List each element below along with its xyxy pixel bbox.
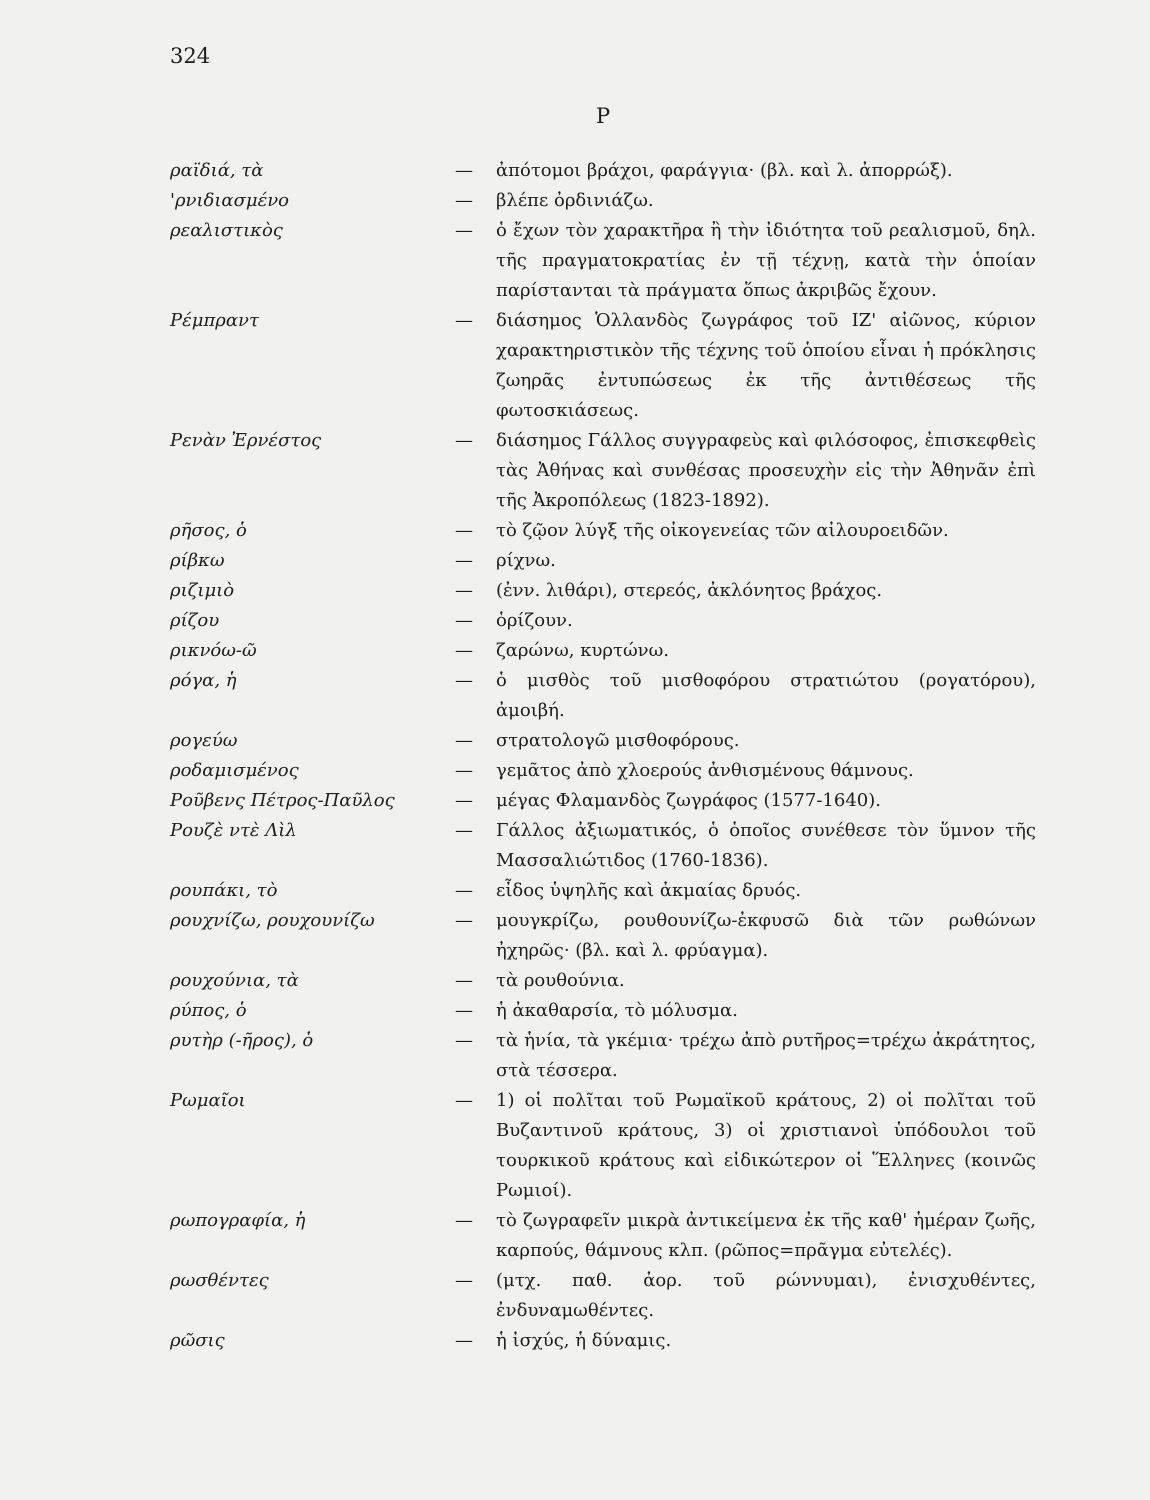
entry-headword: Ρωμαῖοι	[170, 1090, 246, 1111]
entry-headword: ρουπάκι, τὸ	[170, 880, 278, 901]
entry-headword: Ρουζὲ ντὲ Λὶλ	[170, 820, 297, 841]
entry-headword: 'ρνιδιασμένο	[170, 190, 290, 211]
entry-definition: ὁ μισθὸς τοῦ μισθοφόρου στρατιώτου (ρογατόρου), ἀμοιβή.	[496, 670, 1036, 721]
glossary-entry	[0, 996, 1150, 1026]
entry-definition: ὁ ἔχων τὸν χαρακτῆρα ἢ τὴν ἰδιότητα τοῦ ρεαλισμοῦ, δηλ. τῆς πραγματοκρατίας ἐν τῇ τέχνῃ, κατὰ τὴν ὁποίαν παρίστανται τὰ πράγματα ὅπως ἀκριβῶς ἔχουν.	[496, 220, 1036, 301]
entry-definition: γεμᾶτος ἀπὸ χλοερούς ἀνθισμένους θάμνους.	[496, 760, 914, 781]
entry-definition: 1) οἱ πολῖται τοῦ Ρωμαϊκοῦ κράτους, 2) οἱ πολῖται τοῦ Βυζαντινοῦ κράτους, 3) οἱ χριστιανοὶ ὑπόδουλοι τοῦ τουρκικοῦ κράτους καὶ εἰδικώτερον οἱ Ἕλληνες (κοινῶς Ρωμιοί).	[496, 1090, 1036, 1201]
entry-dash: —	[455, 1000, 473, 1021]
entry-headword: ρωπογραφία, ἡ	[170, 1210, 306, 1231]
entry-headword: ρωσθέντες	[170, 1270, 269, 1291]
entry-dash: —	[455, 430, 473, 451]
entry-headword: ρικνόω-ῶ	[170, 640, 257, 661]
entry-dash: —	[455, 520, 473, 541]
entry-headword: ρυτὴρ (-ῆρος), ὁ	[170, 1030, 314, 1051]
entry-definition: ρίχνω.	[496, 550, 556, 571]
entry-headword: ρόγα, ἡ	[170, 670, 237, 691]
entry-headword: ρύπος, ὁ	[170, 1000, 247, 1021]
entry-definition: βλέπε ὀρδινιάζω.	[496, 190, 654, 211]
entry-dash: —	[455, 550, 473, 571]
entry-headword: ραϊδιά, τὰ	[170, 160, 264, 181]
entry-dash: —	[455, 670, 473, 691]
entry-dash: —	[455, 580, 473, 601]
glossary-entry	[0, 906, 1150, 966]
glossary-entries	[0, 156, 1150, 1356]
entry-headword: Ρενὰν Ἐρνέστος	[170, 430, 322, 451]
entry-headword: ρίβκω	[170, 550, 225, 571]
entry-definition: ἡ ἀκαθαρσία, τὸ μόλυσμα.	[496, 1000, 738, 1021]
entry-dash: —	[455, 1210, 473, 1231]
entry-definition: (μτχ. παθ. ἀορ. τοῦ ρώννυμαι), ἐνισχυθέντες, ἐνδυναμωθέντες.	[496, 1270, 1036, 1321]
entry-dash: —	[455, 1330, 473, 1351]
entry-definition: τὰ ἡνία, τὰ γκέμια· τρέχω ἀπὸ ρυτῆρος=τρέχω ἀκράτητος, στὰ τέσσερα.	[496, 1030, 1036, 1081]
entry-definition: ζαρώνω, κυρτώνω.	[496, 640, 669, 661]
entry-headword: Ρέμπραντ	[170, 310, 259, 331]
entry-dash: —	[455, 610, 473, 631]
glossary-entry	[0, 636, 1150, 666]
glossary-entry	[0, 1206, 1150, 1266]
glossary-entry	[0, 576, 1150, 606]
entry-definition: Γάλλος ἀξιωματικός, ὁ ὁποῖος συνέθεσε τὸν ὕμνον τῆς Μασσαλιώτιδος (1760-1836).	[496, 820, 1036, 871]
glossary-entry	[0, 1086, 1150, 1206]
entry-definition: (ἐνν. λιθάρι), στερεός, ἀκλόνητος βράχος.	[496, 580, 883, 601]
entry-dash: —	[455, 790, 473, 811]
glossary-entry	[0, 666, 1150, 726]
entry-definition: ὁρίζουν.	[496, 610, 573, 631]
section-letter: Ρ	[596, 104, 611, 128]
entry-dash: —	[455, 910, 473, 931]
entry-definition: τὰ ρουθούνια.	[496, 970, 625, 991]
entry-dash: —	[455, 1030, 473, 1051]
glossary-entry	[0, 966, 1150, 996]
entry-dash: —	[455, 880, 473, 901]
entry-dash: —	[455, 640, 473, 661]
entry-headword: ροδαμισμένος	[170, 760, 299, 781]
entry-headword: ρίζου	[170, 610, 220, 631]
entry-definition: διάσημος Ὁλλανδὸς ζωγράφος τοῦ ΙΖ' αἰῶνος, κύριον χαρακτηριστικὸν τῆς τέχνης τοῦ ὁποίου εἶναι ἡ πρόκλησις ζωηρᾶς ἐντυπώσεως ἐκ τῆς ἀντιθέσεως τῆς φωτοσκιάσεως.	[496, 310, 1036, 421]
entry-dash: —	[455, 310, 473, 331]
entry-dash: —	[455, 220, 473, 241]
entry-definition: τὸ ζῷον λύγξ τῆς οἰκογενείας τῶν αἰλουροειδῶν.	[496, 520, 949, 541]
glossary-entry	[0, 1266, 1150, 1326]
entry-headword: ρῆσος, ὁ	[170, 520, 247, 541]
glossary-entry	[0, 1026, 1150, 1086]
entry-dash: —	[455, 820, 473, 841]
entry-headword: ριζιμιὸ	[170, 580, 235, 601]
glossary-entry	[0, 606, 1150, 636]
glossary-entry	[0, 876, 1150, 906]
entry-definition: διάσημος Γάλλος συγγραφεὺς καὶ φιλόσοφος, ἐπισκεφθεὶς τὰς Ἀθήνας καὶ συνθέσας προσευχὴν εἰς τὴν Ἀθηνᾶν ἐπὶ τῆς Ἀκροπόλεως (1823-1892).	[496, 430, 1036, 511]
glossary-entry	[0, 516, 1150, 546]
entry-headword: ρεαλιστικὸς	[170, 220, 283, 241]
glossary-entry	[0, 816, 1150, 876]
glossary-entry	[0, 756, 1150, 786]
glossary-entry	[0, 1326, 1150, 1356]
entry-dash: —	[455, 1090, 473, 1111]
entry-headword: Ροῦβενς Πέτρος-Παῦλος	[170, 790, 395, 811]
entry-headword: ρουχούνια, τὰ	[170, 970, 299, 991]
glossary-entry	[0, 786, 1150, 816]
entry-definition: μέγας Φλαμανδὸς ζωγράφος (1577-1640).	[496, 790, 881, 811]
entry-dash: —	[455, 760, 473, 781]
page-number: 324	[170, 44, 211, 68]
glossary-entry	[0, 306, 1150, 426]
glossary-entry	[0, 426, 1150, 516]
entry-definition: μουγκρίζω, ρουθουνίζω-ἐκφυσῶ διὰ τῶν ρωθώνων ἠχηρῶς· (βλ. καὶ λ. φρύαγμα).	[496, 910, 1036, 961]
entry-definition: στρατολογῶ μισθοφόρους.	[496, 730, 740, 751]
glossary-entry	[0, 156, 1150, 186]
entry-headword: ρῶσις	[170, 1330, 225, 1351]
entry-definition: ἡ ἰσχύς, ἡ δύναμις.	[496, 1330, 672, 1351]
entry-headword: ρουχνίζω, ρουχουνίζω	[170, 910, 375, 931]
entry-dash: —	[455, 1270, 473, 1291]
glossary-entry	[0, 186, 1150, 216]
entry-definition: εἶδος ὑψηλῆς καὶ ἀκμαίας δρυός.	[496, 880, 802, 901]
entry-definition: ἀπότομοι βράχοι, φαράγγια· (βλ. καὶ λ. ἀπορρώξ).	[496, 160, 953, 181]
glossary-entry	[0, 546, 1150, 576]
entry-dash: —	[455, 970, 473, 991]
glossary-entry	[0, 216, 1150, 306]
glossary-entry	[0, 726, 1150, 756]
entry-definition: τὸ ζωγραφεῖν μικρὰ ἀντικείμενα ἐκ τῆς καθ' ἡμέραν ζωῆς, καρπούς, θάμνους κλπ. (ρῶπος=πρᾶγμα εὐτελές).	[496, 1210, 1036, 1261]
entry-dash: —	[455, 730, 473, 751]
entry-headword: ρογεύω	[170, 730, 238, 751]
entry-dash: —	[455, 190, 473, 211]
entry-dash: —	[455, 160, 473, 181]
